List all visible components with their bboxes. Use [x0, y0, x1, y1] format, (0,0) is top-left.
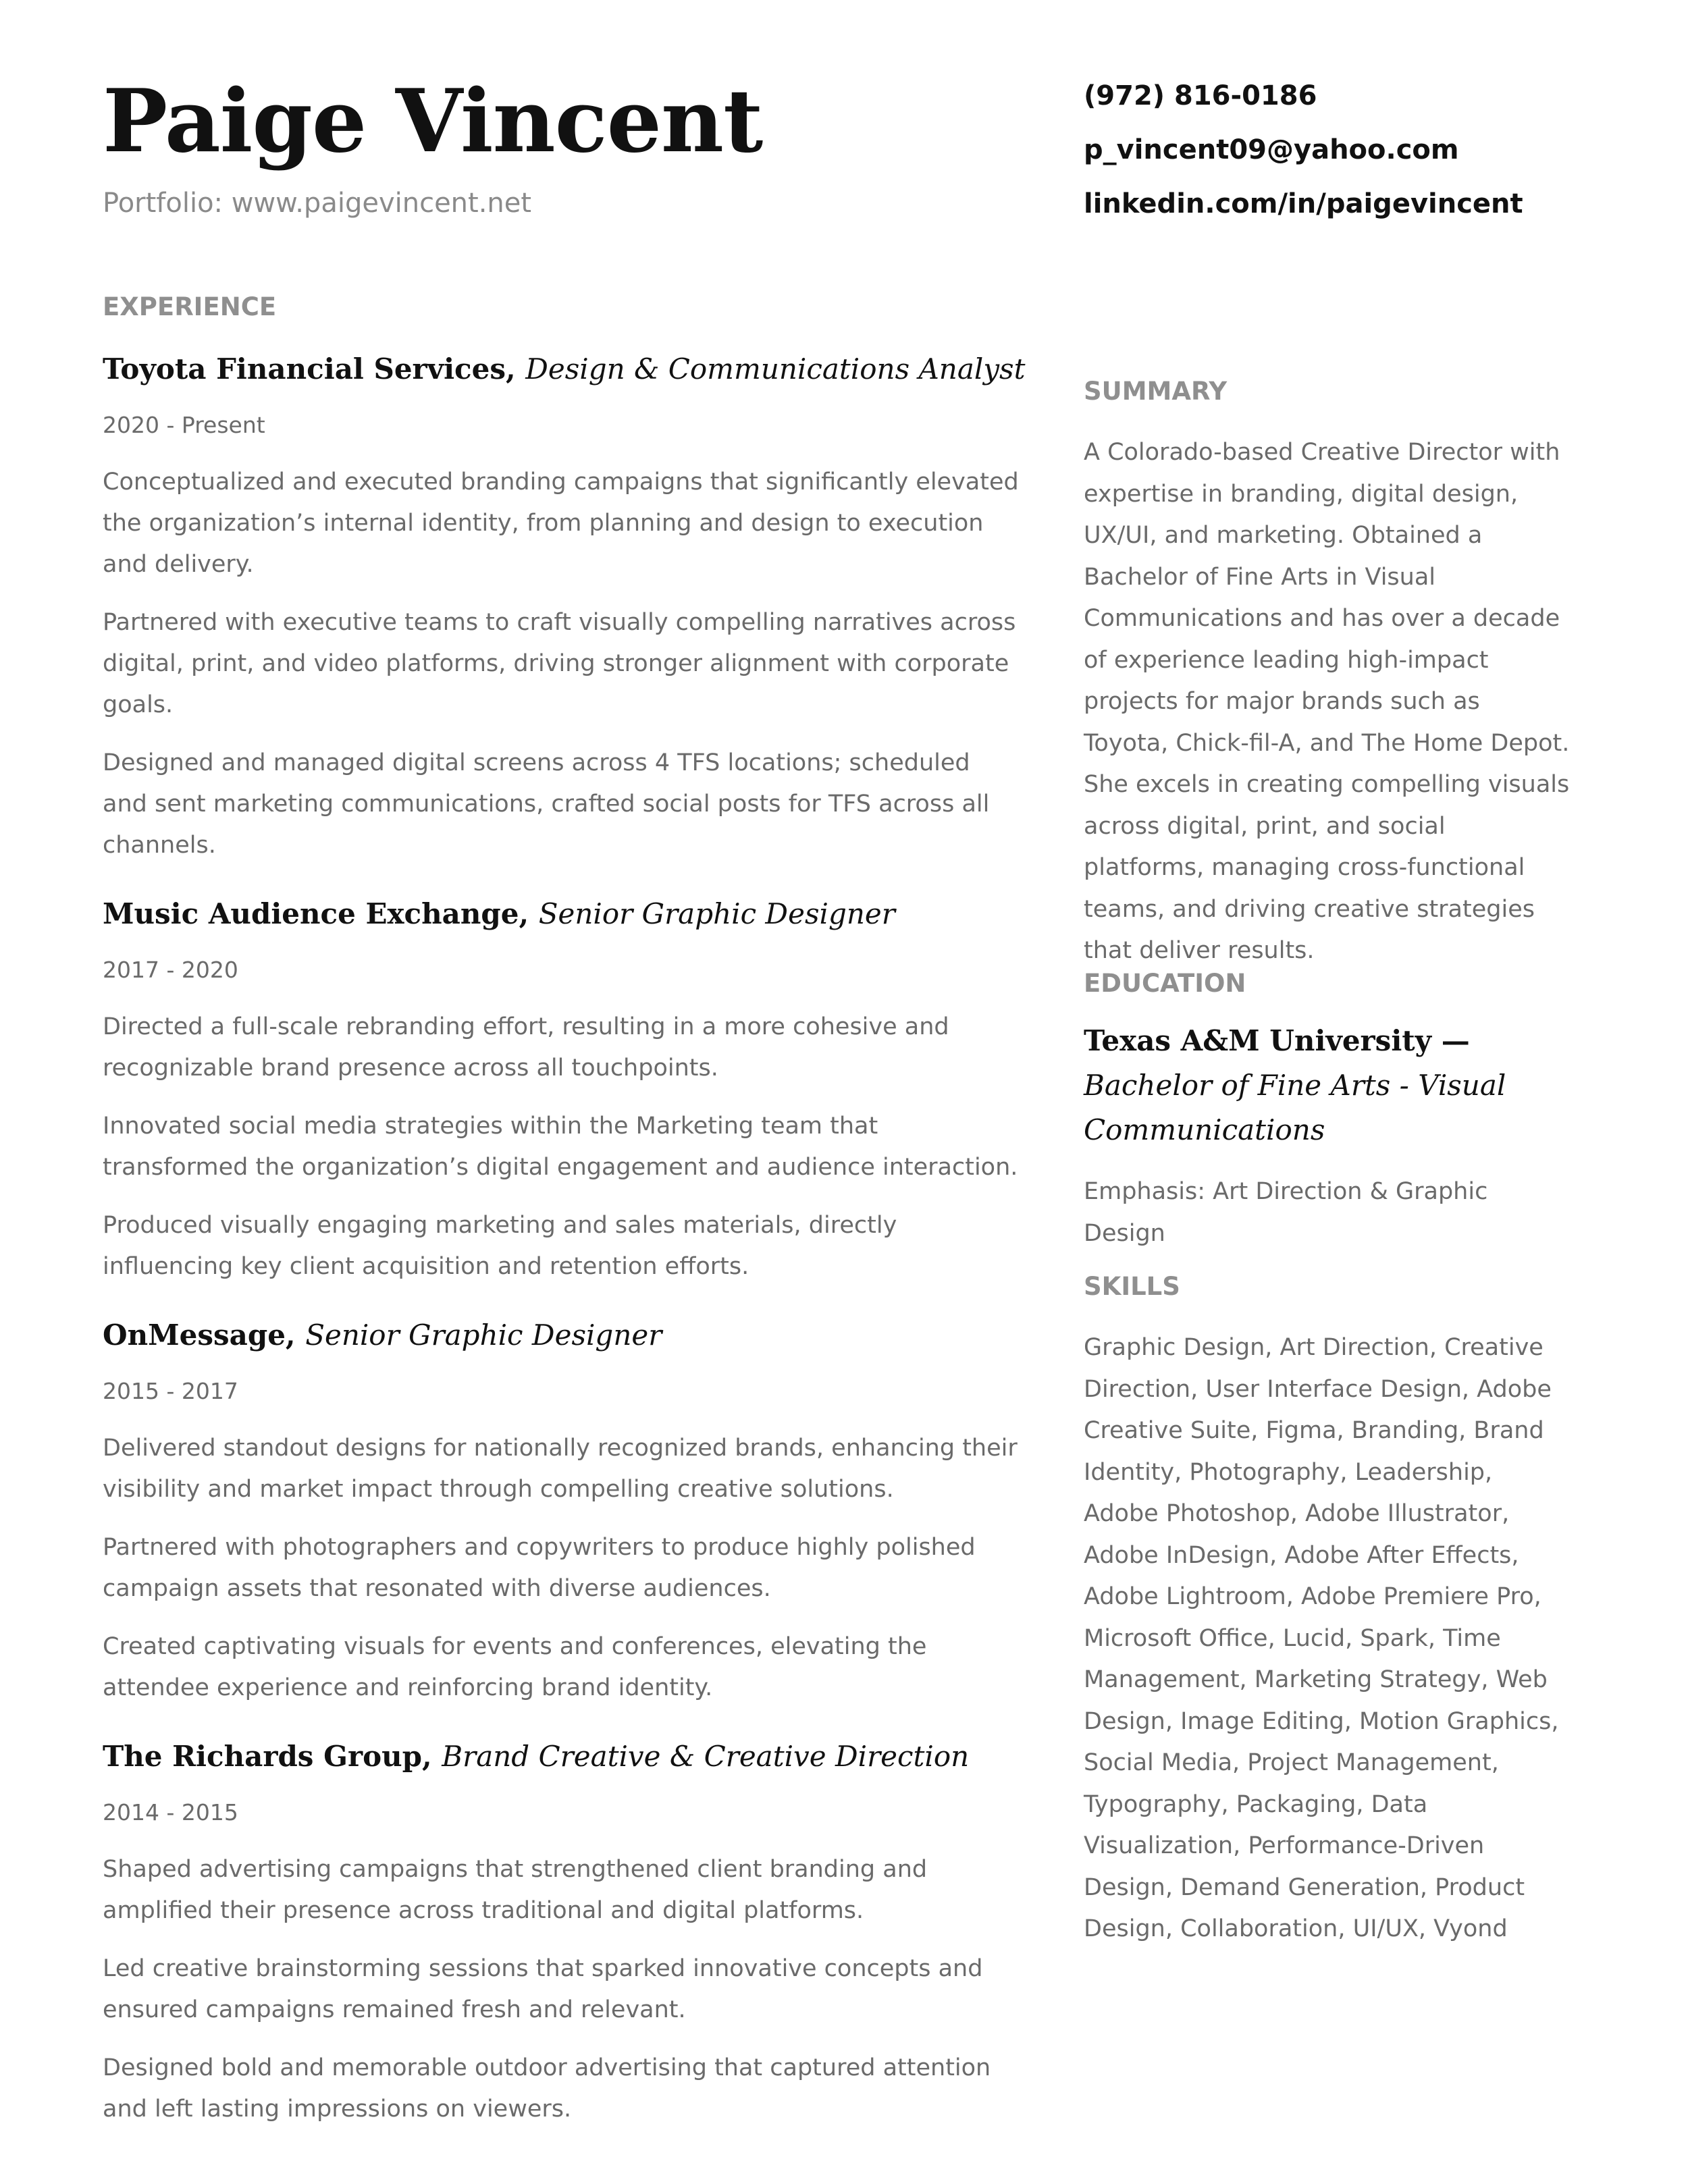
phone-number[interactable]: (972) 816-0186 — [1084, 80, 1317, 111]
job-role: Senior Graphic Designer — [305, 1319, 662, 1352]
job-bullet: Designed bold and memorable outdoor advertising that captured attention and left lasting impressions on viewers. — [103, 2054, 991, 2123]
job-bullet: Innovated social media strategies within the Marketing team that transformed the organization’s digital engagement and audience interaction. — [103, 1113, 1018, 1181]
candidate-name: Paige Vincent — [103, 71, 763, 172]
job-entry — [103, 349, 1026, 866]
job-bullet: Created captivating visuals for events and conferences, elevating the attendee experience and reinforcing brand identity. — [103, 1633, 927, 1701]
job-entry — [103, 1736, 1021, 2130]
education-section — [1084, 963, 1570, 1254]
job-bullet: Shaped advertising campaigns that strengthened client branding and amplified their presence across traditional and digital platforms. — [103, 1856, 928, 1924]
job-bullet: Directed a full-scale rebranding effort, resulting in a more cohesive and recognizable brand presence across all touchpoints. — [103, 1013, 949, 1082]
job-bullet: Delivered standout designs for nationally recognized brands, enhancing their visibility and market impact through compelling creative solutions. — [103, 1435, 1018, 1503]
job-entry — [103, 894, 1021, 1287]
job-title — [103, 1315, 1021, 1356]
education-title — [1084, 1019, 1570, 1152]
job-role: Brand Creative & Creative Direction — [442, 1740, 970, 1773]
experience-section — [103, 287, 1026, 2130]
summary-text: A Colorado-based Creative Director with expertise in branding, digital design, UX/UI, and marketing. Obtained a Bachelor of Fine Arts in Visual Communications and has over a decade of experience leading high-impact projects for major brands such as Toyota, Chick-fil-A, and The Home Depot. She excels in creating compelling visuals across digital, print, and social platforms, managing cross-functional teams, and driving creative strategies that deliver results. — [1084, 439, 1570, 964]
job-entry — [103, 1315, 1021, 1709]
skills-text: Graphic Design, Art Direction, Creative Direction, User Interface Design, Adobe Creative Suite, Figma, Branding, Brand Identity, Photography, Leadership, Adobe Photoshop, Adobe Illustrator, Adobe InDesign, Adobe After Effects, Adobe Lightroom, Adobe Premiere Pro, Microsoft Office, Lucid, Spark, Time Management, Marketing Strategy, Web Design, Image Editing, Motion Graphics, Social Media, Project Management, Typography, Packaging, Data Visualization, Performance-Driven Design, Demand Generation, Product Design, Collaboration, UI/UX, Vyond — [1084, 1334, 1559, 1942]
job-bullet: Led creative brainstorming sessions that sparked innovative concepts and ensured campaigns remained fresh and relevant. — [103, 1955, 983, 2023]
job-dates: 2015 - 2017 — [103, 1378, 238, 1404]
company-name: The Richards Group, — [103, 1740, 432, 1773]
company-name: OnMessage, — [103, 1319, 296, 1352]
portfolio-link[interactable]: Portfolio: www.paigevincent.net — [103, 188, 532, 219]
linkedin-link[interactable]: linkedin.com/in/paigevincent — [1084, 188, 1523, 219]
job-bullet: Designed and managed digital screens across 4 TFS locations; scheduled and sent marketing communications, crafted social posts for TFS across all channels. — [103, 749, 990, 859]
education-heading: EDUCATION — [1084, 969, 1246, 998]
skills-heading: SKILLS — [1084, 1272, 1180, 1301]
education-emphasis: Emphasis: Art Direction & Graphic Design — [1084, 1178, 1488, 1247]
job-dates: 2017 - 2020 — [103, 957, 238, 983]
job-role: Senior Graphic Designer — [538, 897, 895, 930]
school-name: Texas A&M University — — [1084, 1024, 1470, 1057]
summary-section — [1084, 371, 1570, 972]
job-role: Design & Communications Analyst — [525, 352, 1026, 385]
job-dates: 2014 - 2015 — [103, 1799, 238, 1826]
job-bullet: Partnered with executive teams to craft visually compelling narratives across digital, print, and video platforms, driving stronger alignment with corporate goals. — [103, 609, 1016, 718]
experience-heading: EXPERIENCE — [103, 292, 277, 321]
job-bullet: Produced visually engaging marketing and sales materials, directly influencing key client acquisition and retention efforts. — [103, 1212, 897, 1280]
skills-section — [1084, 1267, 1570, 1950]
job-title — [103, 894, 1021, 934]
degree-name: Bachelor of Fine Arts - Visual Communications — [1084, 1069, 1506, 1146]
contact-block — [1084, 76, 1664, 238]
job-title — [103, 1736, 1021, 1777]
job-bullet: Conceptualized and executed branding campaigns that significantly elevated the organization’s internal identity, from planning and design to execution and delivery. — [103, 469, 1019, 578]
email-address[interactable]: p_vincent09@yahoo.com — [1084, 134, 1459, 165]
company-name: Toyota Financial Services, — [103, 352, 516, 385]
job-dates: 2020 - Present — [103, 412, 265, 438]
job-title — [103, 349, 1026, 390]
job-bullet: Partnered with photographers and copywriters to produce highly polished campaign assets that resonated with diverse audiences. — [103, 1534, 976, 1602]
summary-heading: SUMMARY — [1084, 377, 1228, 406]
company-name: Music Audience Exchange, — [103, 897, 529, 930]
